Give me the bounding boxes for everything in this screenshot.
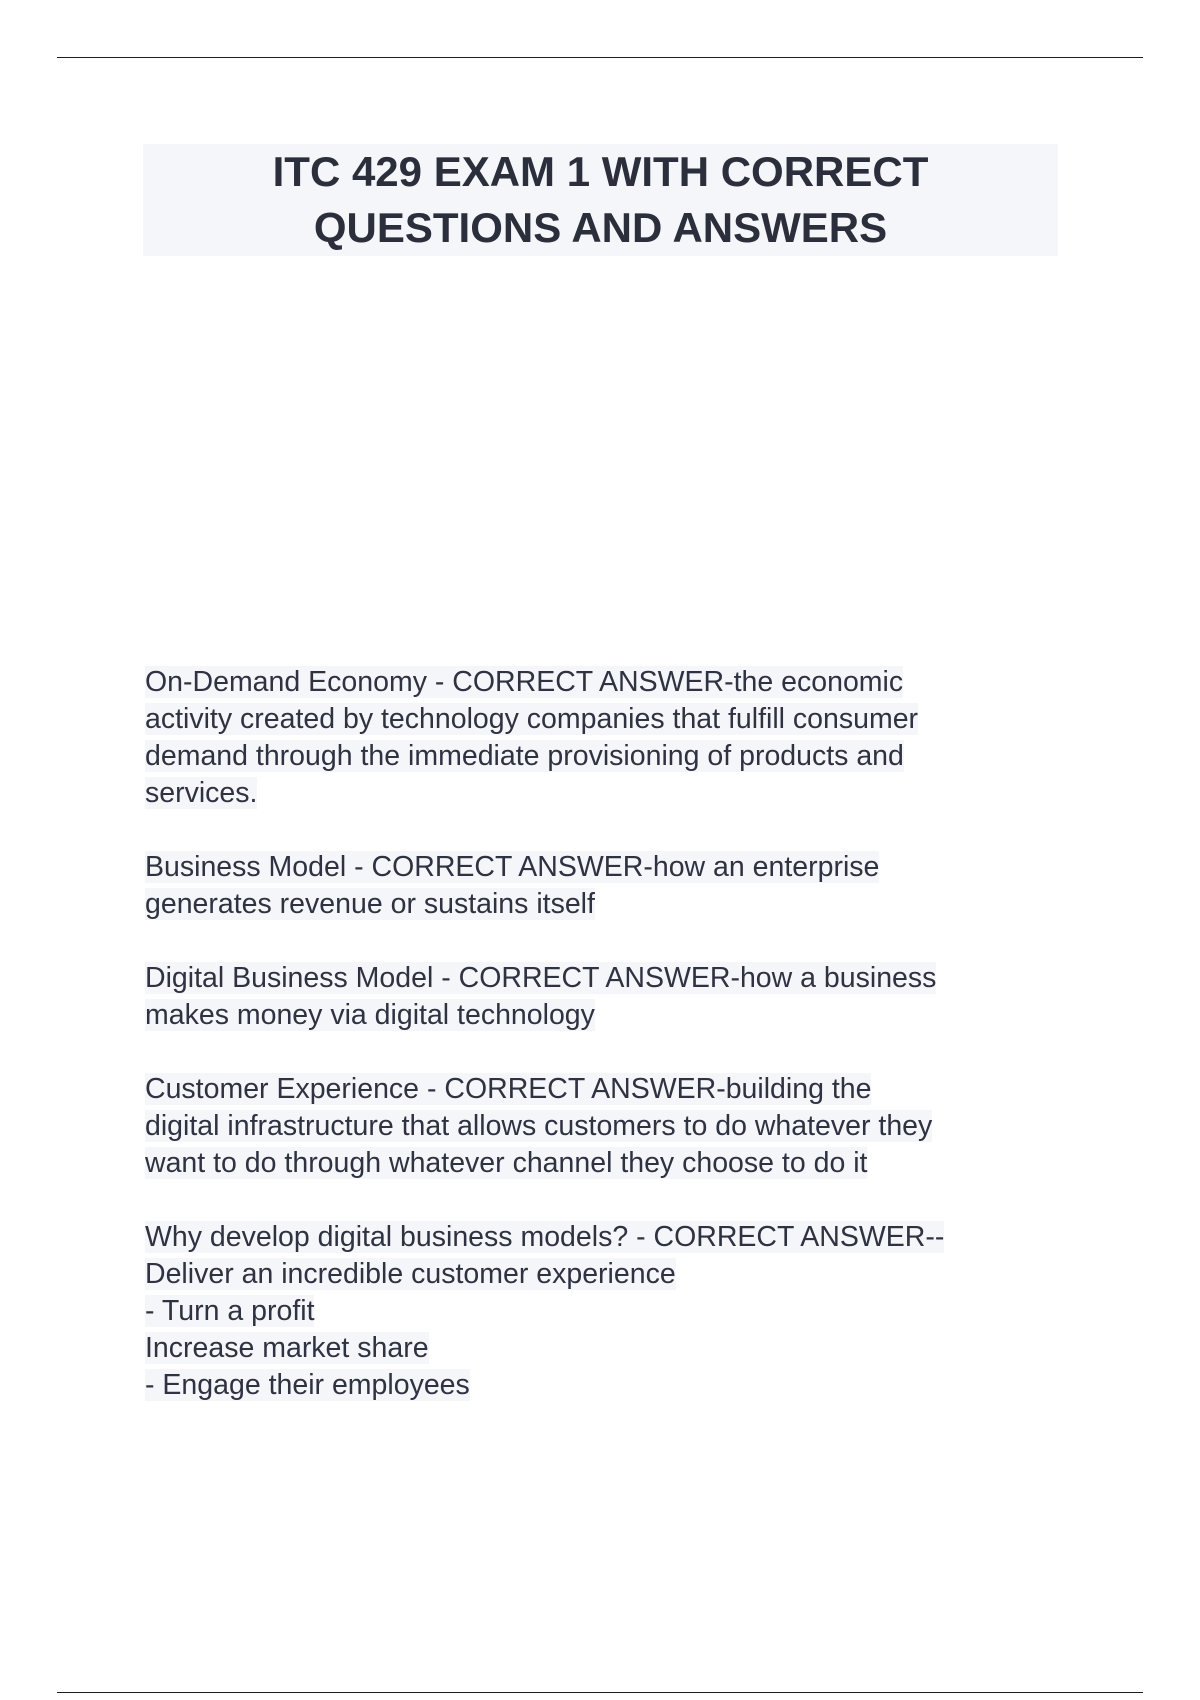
- qa-item-text: Why develop digital business models? - CORRECT ANSWER-- Deliver an incredible customer experience - Turn a profit Increase market share - Engage their employees: [145, 1221, 945, 1401]
- qa-item-text: Business Model - CORRECT ANSWER-how an enterprise generates revenue or sustains itself: [145, 851, 880, 920]
- title-block: [143, 144, 1058, 256]
- qa-item-text: On-Demand Economy - CORRECT ANSWER-the economic activity created by technology companies that fulfill consumer demand through the immediate provisioning of products and services.: [145, 666, 919, 809]
- top-rule: [57, 57, 1143, 58]
- qa-list: [145, 664, 1065, 1441]
- qa-item-business-model: [145, 849, 1065, 923]
- qa-item-text: Digital Business Model - CORRECT ANSWER-how a business makes money via digital technology: [145, 962, 937, 1031]
- qa-item-text: Customer Experience - CORRECT ANSWER-building the digital infrastructure that allows customers to do whatever they want to do through whatever channel they choose to do it: [145, 1073, 933, 1179]
- qa-item-on-demand-economy: [145, 664, 1065, 812]
- qa-item-why-develop-digital-business-models: [145, 1219, 1065, 1404]
- bottom-rule: [57, 1692, 1143, 1693]
- document-title: ITC 429 EXAM 1 WITH CORRECT QUESTIONS AND ANSWERS: [272, 148, 929, 251]
- qa-item-digital-business-model: [145, 960, 1065, 1034]
- qa-item-customer-experience: [145, 1071, 1065, 1182]
